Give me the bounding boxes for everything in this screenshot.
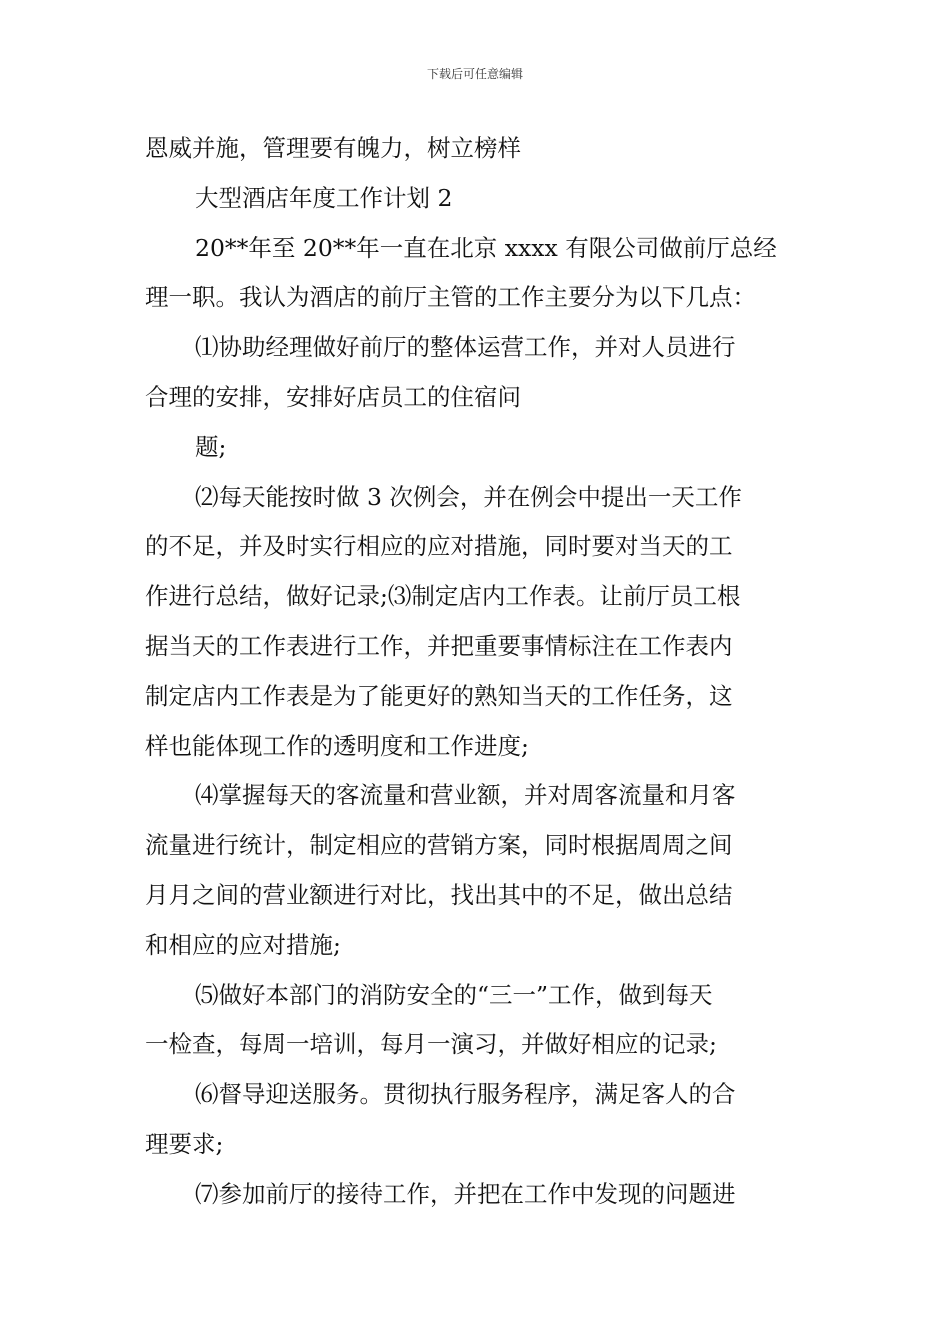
text-line: 制定店内工作表是为了能更好的熟知当天的工作任务，这: [145, 681, 733, 710]
document-body: [145, 124, 810, 1220]
text-line: 合理的安排，安排好店员工的住宿问: [145, 382, 521, 411]
text-line: 一检查，每周一培训，每月一演习，并做好相应的记录;: [145, 1030, 717, 1059]
text-line: 据当天的工作表进行工作，并把重要事情标注在工作表内: [145, 631, 733, 660]
text-line: ⑷掌握每天的客流量和营业额，并对周客流量和月客: [195, 781, 736, 810]
text-line: ⑹督导迎送服务。贯彻执行服务程序，满足客人的合: [195, 1080, 736, 1109]
text-line: 恩威并施，管理要有魄力，树立榜样: [145, 134, 521, 162]
text-line: ⑺参加前厅的接待工作，并把在工作中发现的问题进: [195, 1179, 736, 1208]
text-line: 月月之间的营业额进行对比，找出其中的不足，做出总结: [145, 880, 733, 909]
text-line: 样也能体现工作的透明度和工作进度;: [145, 731, 529, 760]
text-line: 流量进行统计，制定相应的营销方案，同时根据周周之间: [145, 831, 733, 860]
text-line: ⑸做好本部门的消防安全的“三一”工作，做到每天: [195, 980, 713, 1009]
text-line: 题;: [195, 432, 227, 461]
text-line: 和相应的应对措施;: [145, 930, 341, 959]
text-line: 理一职。我认为酒店的前厅主管的工作主要分为以下几点：: [145, 283, 756, 312]
text-line: ⑵每天能按时做 3 次例会，并在例会中提出一天工作: [195, 482, 742, 511]
text-line: 20**年至 20**年一直在北京 xxxx 有限公司做前厅总经: [195, 233, 777, 262]
text-line: 作进行总结，做好记录;⑶制定店内工作表。让前厅员工根: [145, 582, 741, 611]
text-line: 的不足，并及时实行相应的应对措施，同时要对当天的工: [145, 532, 733, 561]
page-header: 下载后可任意编辑: [426, 67, 523, 81]
text-line: ⑴协助经理做好前厅的整体运营工作，并对人员进行: [195, 333, 736, 362]
text-line: 理要求;: [145, 1129, 224, 1158]
text-line: 大型酒店年度工作计划 2: [195, 183, 453, 212]
